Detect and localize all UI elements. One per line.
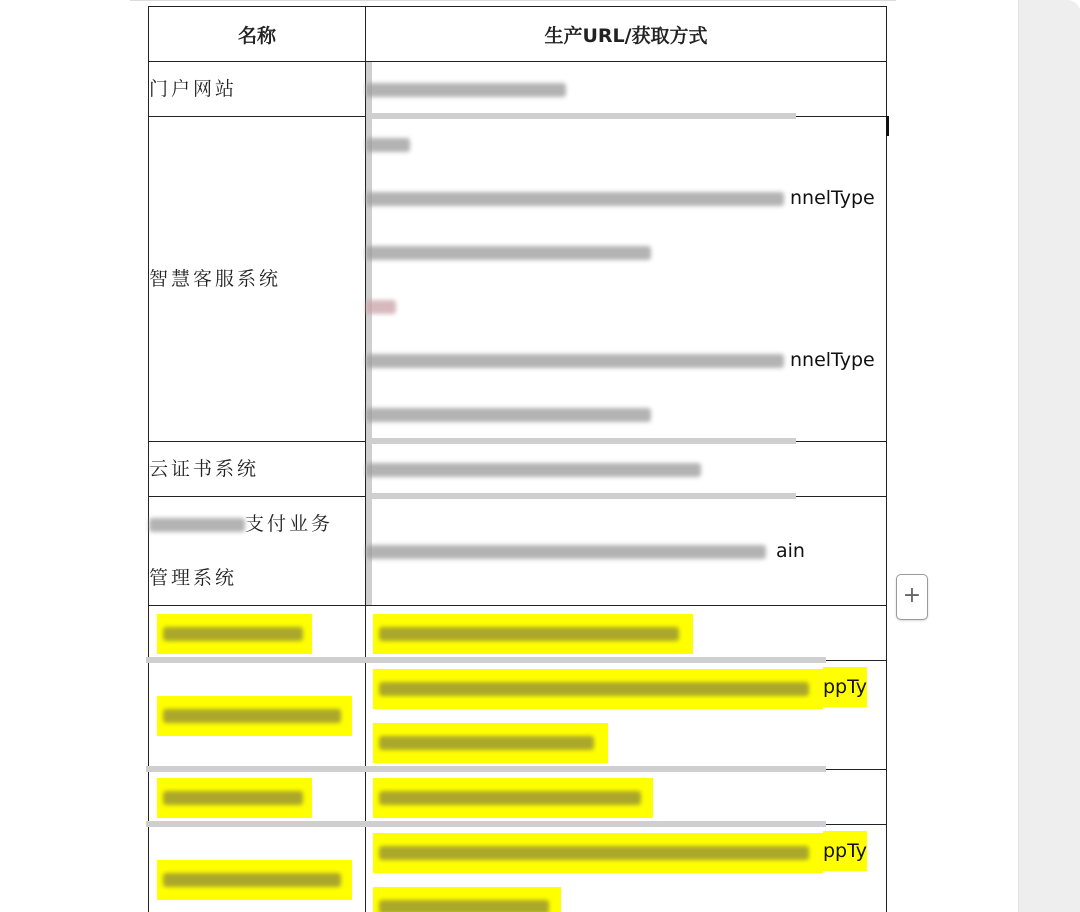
row-name xyxy=(149,825,366,912)
highlighted-redacted-text xyxy=(373,778,653,818)
url-tail-text: nnelType xyxy=(790,187,875,209)
redacted-text xyxy=(366,83,566,97)
text-cursor xyxy=(886,116,889,136)
highlighted-redacted-text xyxy=(373,669,823,709)
row-name xyxy=(149,606,366,661)
highlighted-redacted-text xyxy=(373,614,693,654)
table-row xyxy=(149,770,887,825)
row-url xyxy=(366,497,887,606)
row-url xyxy=(366,661,887,770)
table-row xyxy=(149,825,887,912)
row-name xyxy=(149,661,366,770)
highlighted-redacted-text xyxy=(157,696,352,736)
table-header-row xyxy=(149,7,887,62)
table-row xyxy=(149,497,887,606)
row-name: 门户网站 xyxy=(149,62,366,117)
redacted-text xyxy=(149,518,245,532)
url-tail-text: nnelType xyxy=(790,349,875,371)
highlighted-redacted-text xyxy=(373,723,608,763)
row-url xyxy=(366,770,887,825)
redacted-text xyxy=(366,246,651,260)
row-name-line2: 管理系统 xyxy=(149,567,238,589)
redacted-text xyxy=(366,545,766,559)
table-row xyxy=(149,442,887,497)
table-row xyxy=(149,661,887,770)
highlighted-redacted-text xyxy=(373,887,561,912)
header-url: 生产URL/获取方式 xyxy=(366,7,887,62)
table-row xyxy=(149,62,887,117)
table-row xyxy=(149,117,887,442)
row-name-suffix: 支付业务 xyxy=(245,513,334,535)
row-name xyxy=(149,770,366,825)
highlighted-redacted-text xyxy=(157,860,352,900)
header-name: 名称 xyxy=(149,7,366,62)
redacted-text xyxy=(366,354,784,368)
page-top-edge xyxy=(130,0,896,5)
add-row-button[interactable]: + xyxy=(896,574,928,620)
url-tail-text: ppTy xyxy=(823,831,867,871)
url-tail-text: ppTy xyxy=(823,667,867,707)
right-side-panel xyxy=(1018,0,1080,912)
redacted-text xyxy=(366,138,410,152)
row-name xyxy=(149,497,366,606)
redacted-text xyxy=(366,192,784,206)
row-url xyxy=(366,825,887,912)
table-row xyxy=(149,606,887,661)
row-name: 智慧客服系统 xyxy=(149,117,366,442)
row-url xyxy=(366,442,887,497)
highlighted-redacted-text xyxy=(373,833,823,873)
row-url xyxy=(366,62,887,117)
row-url xyxy=(366,606,887,661)
redacted-text xyxy=(366,408,651,422)
url-table xyxy=(148,6,887,912)
row-url xyxy=(366,117,887,442)
row-name: 云证书系统 xyxy=(149,442,366,497)
highlighted-redacted-text xyxy=(157,614,312,654)
url-tail-text: ain xyxy=(776,540,805,562)
redacted-text xyxy=(366,300,396,314)
redacted-text xyxy=(366,463,701,477)
highlighted-redacted-text xyxy=(157,778,312,818)
